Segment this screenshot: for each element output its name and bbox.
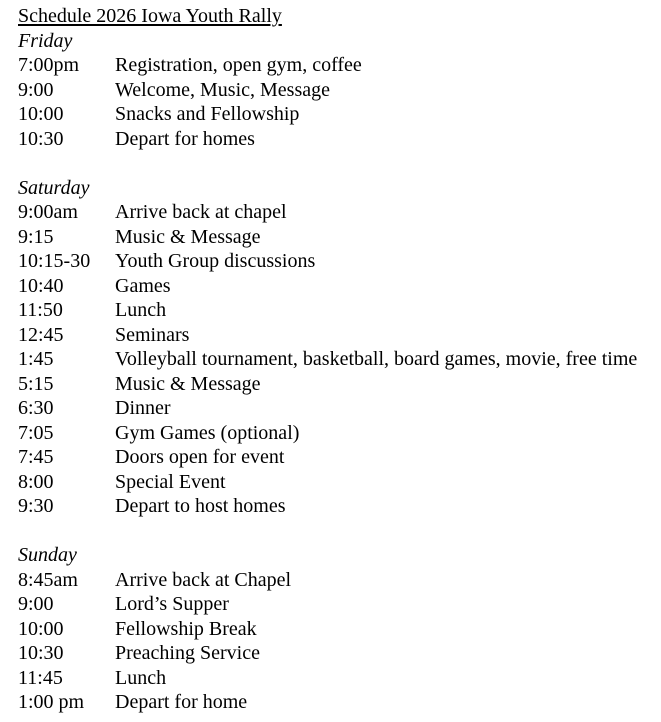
schedule-row-time: 11:50: [18, 299, 63, 321]
schedule-row-time: 9:15: [18, 225, 54, 248]
schedule-row: [18, 666, 661, 691]
schedule-row-time: 7:45: [18, 446, 54, 468]
schedule-row-time: 9:30: [18, 495, 54, 517]
schedule-row-time: 9:00: [18, 78, 54, 101]
schedule-row-description: Seminars: [115, 323, 190, 346]
schedule-row: [18, 249, 661, 274]
day-section: [18, 543, 661, 715]
schedule-row: [18, 617, 661, 642]
schedule-row: [18, 78, 661, 103]
schedule-row-description: Lunch: [115, 299, 167, 321]
schedule-row-description: Music & Message: [115, 372, 261, 395]
section-spacer: [18, 151, 661, 176]
schedule-row-time: 11:45: [18, 666, 63, 689]
day-section: [18, 176, 661, 519]
schedule-row-description: Youth Group discussions: [115, 250, 316, 272]
schedule-row-description: Depart for home: [115, 691, 248, 713]
schedule-row-time: 1:45: [18, 348, 54, 370]
schedule-row: [18, 690, 661, 715]
schedule-row-description: Depart for homes: [115, 127, 255, 150]
schedule-row: [18, 421, 661, 446]
schedule-row: [18, 470, 661, 495]
schedule-row-time: 8:45am: [18, 568, 78, 591]
schedule-row-description: Lord’s Supper: [115, 593, 229, 615]
schedule-row: [18, 225, 661, 250]
schedule-row-time: 7:05: [18, 421, 54, 444]
schedule-row: [18, 102, 661, 127]
schedule-row-description: Arrive back at Chapel: [115, 568, 292, 591]
schedule-row: [18, 372, 661, 397]
schedule-row: [18, 200, 661, 225]
schedule-row-description: Music & Message: [115, 225, 261, 248]
day-header: Saturday: [18, 176, 90, 199]
schedule-row: [18, 494, 661, 519]
schedule-row: [18, 396, 661, 421]
schedule-row-time: 1:00 pm: [18, 691, 85, 713]
schedule-row: [18, 53, 661, 78]
schedule-row-time: 9:00am: [18, 201, 78, 223]
schedule-row: [18, 298, 661, 323]
section-spacer: [18, 519, 661, 544]
schedule-row-description: Games: [115, 274, 171, 297]
schedule-row: [18, 568, 661, 593]
schedule-row-time: 10:40: [18, 274, 64, 297]
schedule-row-description: Registration, open gym, coffee: [115, 54, 362, 76]
schedule-row: [18, 347, 661, 372]
schedule-row-description: Doors open for event: [115, 446, 285, 468]
schedule-row-description: Lunch: [115, 666, 167, 689]
schedule-row-description: Depart to host homes: [115, 495, 286, 517]
schedule-row-description: Snacks and Fellowship: [115, 103, 300, 125]
schedule-row-time: 6:30: [18, 397, 54, 419]
schedule-row-time: 10:30: [18, 127, 64, 150]
schedule-row: [18, 592, 661, 617]
schedule-row-time: 10:00: [18, 103, 64, 125]
schedule-row-description: Fellowship Break: [115, 617, 257, 640]
day-section: [18, 29, 661, 152]
schedule-row-time: 7:00pm: [18, 54, 80, 76]
schedule-row: [18, 323, 661, 348]
day-header: Sunday: [18, 544, 77, 566]
schedule-row: [18, 641, 661, 666]
schedule-row-description: Welcome, Music, Message: [115, 78, 330, 101]
page-title: Schedule 2026 Iowa Youth Rally: [18, 5, 282, 27]
schedule-row-time: 10:00: [18, 617, 64, 640]
schedule-row-description: Volleyball tournament, basketball, board games, movie, free time: [115, 348, 638, 370]
day-header: Friday: [18, 29, 73, 52]
schedule-row-description: Dinner: [115, 397, 171, 419]
schedule-row: [18, 127, 661, 152]
schedule-row: [18, 274, 661, 299]
schedule-sections: [18, 29, 661, 715]
schedule-row-description: Arrive back at chapel: [115, 201, 287, 223]
schedule-row-description: Special Event: [115, 470, 226, 493]
schedule-row-time: 12:45: [18, 323, 64, 346]
schedule-row-description: Gym Games (optional): [115, 421, 300, 444]
schedule-row-time: 10:30: [18, 642, 64, 664]
schedule-row-time: 5:15: [18, 372, 54, 395]
schedule-row: [18, 445, 661, 470]
schedule-row-time: 9:00: [18, 593, 54, 615]
schedule-row-time: 10:15-30: [18, 250, 91, 272]
schedule-row-time: 8:00: [18, 470, 54, 493]
schedule-row-description: Preaching Service: [115, 642, 260, 664]
